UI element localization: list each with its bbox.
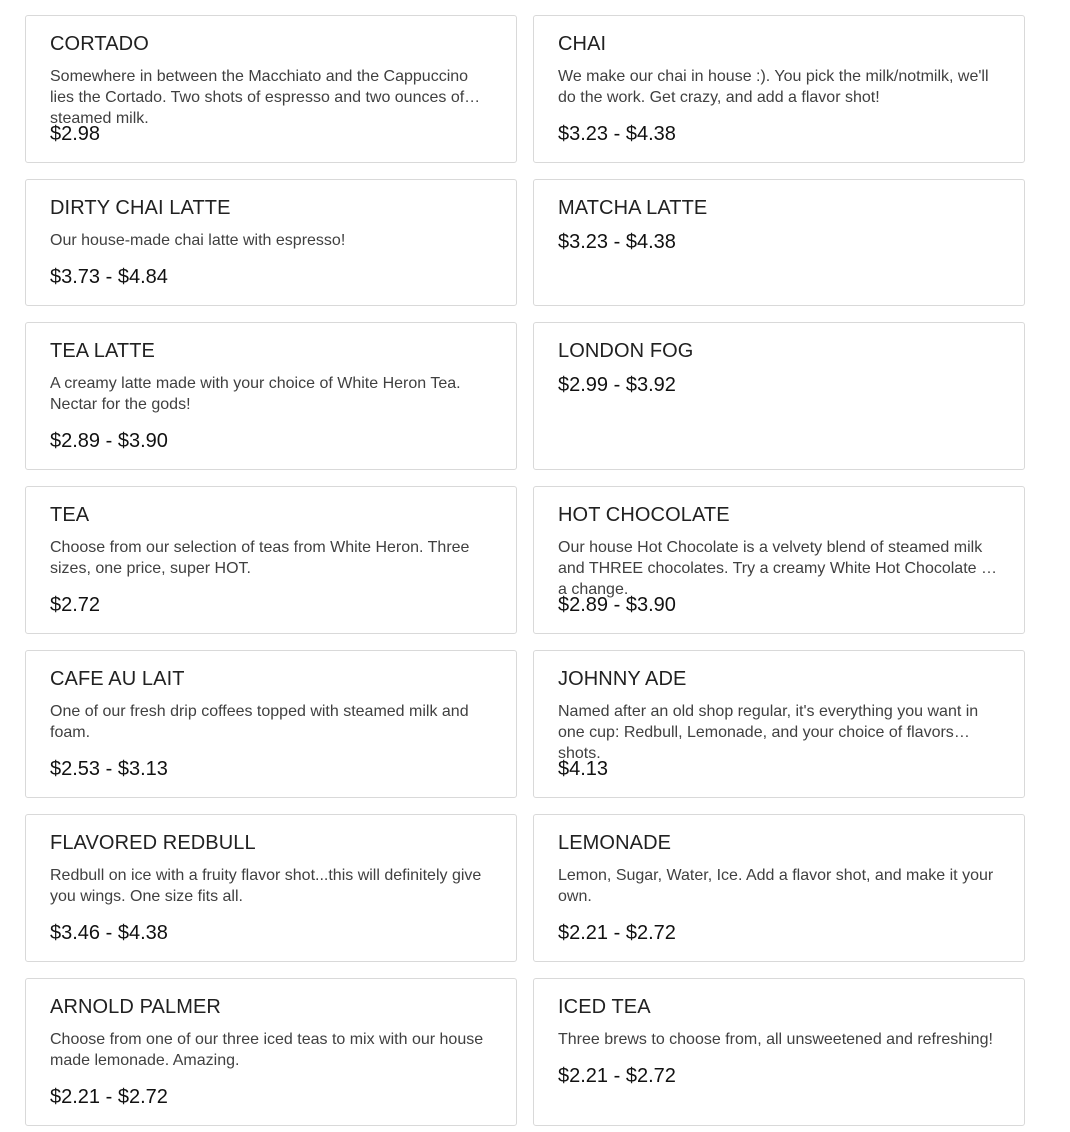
item-name: ARNOLD PALMER (50, 996, 221, 1018)
item-price: $3.73 - $4.84 (50, 266, 168, 288)
menu-item-card[interactable] (25, 179, 517, 306)
item-name: CORTADO (50, 33, 149, 55)
item-price: $3.23 - $4.38 (558, 231, 676, 253)
item-price: $2.89 - $3.90 (50, 430, 168, 452)
item-description: Named after an old shop regular, it's everything you want in one cup: Redbull, Lemonade, and your choice of flavors shots. (558, 703, 979, 762)
menu-item-card[interactable] (25, 814, 517, 962)
item-description: Choose from our selection of teas from White Heron. Three sizes, one price, super HOT. (50, 539, 470, 577)
menu-item-card[interactable] (25, 322, 517, 470)
item-description: We make our chai in house :). You pick the milk/notmilk, we'll do the work. Get crazy, and add a flavor shot! (558, 68, 989, 106)
menu-item-card[interactable] (25, 650, 517, 798)
menu-item-card[interactable] (25, 978, 517, 1126)
item-name: LEMONADE (558, 832, 672, 854)
item-price: $2.72 (50, 594, 101, 616)
menu-item-card[interactable] (533, 486, 1025, 634)
item-description: Redbull on ice with a fruity flavor shot...this will definitely give you wings. One size fits all. (50, 867, 482, 905)
menu-grid (25, 15, 1025, 1126)
item-price: $4.13 (558, 758, 609, 780)
item-description: One of our fresh drip coffees topped with steamed milk and foam. (50, 703, 469, 741)
item-name: TEA (50, 504, 90, 526)
item-price: $2.99 - $3.92 (558, 374, 676, 396)
item-name: FLAVORED REDBULL (50, 832, 256, 854)
item-price: $2.21 - $2.72 (558, 922, 676, 944)
item-name: TEA LATTE (50, 340, 156, 362)
item-name: ICED TEA (558, 996, 651, 1018)
menu-item-card[interactable] (533, 322, 1025, 470)
item-price: $2.53 - $3.13 (50, 758, 168, 780)
item-name: CHAI (558, 33, 607, 55)
item-name: MATCHA LATTE (558, 197, 708, 219)
item-price: $2.89 - $3.90 (558, 594, 676, 616)
menu-item-card[interactable] (533, 15, 1025, 163)
item-name: CAFE AU LAIT (50, 668, 185, 690)
menu-item-card[interactable] (25, 486, 517, 634)
item-description: Choose from one of our three iced teas to mix with our house made lemonade. Amazing. (50, 1031, 484, 1069)
item-description: Three brews to choose from, all unsweetened and refreshing! (558, 1031, 993, 1048)
item-price: $2.21 - $2.72 (50, 1086, 168, 1108)
menu-item-card[interactable] (533, 814, 1025, 962)
item-description: Our house Hot Chocolate is a velvety blend of steamed milk and THREE chocolates. Try a creamy White Hot Chocolate for a change. (558, 539, 1000, 598)
item-name: LONDON FOG (558, 340, 694, 362)
item-description: Our house-made chai latte with espresso! (50, 232, 346, 249)
menu-item-card[interactable] (533, 650, 1025, 798)
item-description: Lemon, Sugar, Water, Ice. Add a flavor shot, and make it your own. (558, 867, 994, 905)
item-description: Somewhere in between the Macchiato and the Cappuccino lies the Cortado. Two shots of espresso and two ounces of steamed milk. (50, 68, 469, 127)
item-name: HOT CHOCOLATE (558, 504, 730, 526)
item-price: $3.46 - $4.38 (50, 922, 168, 944)
item-description: A creamy latte made with your choice of White Heron Tea. Nectar for the gods! (50, 375, 461, 413)
item-price: $3.23 - $4.38 (558, 123, 676, 145)
menu-item-card[interactable] (533, 978, 1025, 1126)
item-price: $2.98 (50, 123, 101, 145)
item-name: JOHNNY ADE (558, 668, 687, 690)
menu-item-card[interactable] (533, 179, 1025, 306)
menu-item-card[interactable] (25, 15, 517, 163)
item-price: $2.21 - $2.72 (558, 1065, 676, 1087)
item-name: DIRTY CHAI LATTE (50, 197, 231, 219)
